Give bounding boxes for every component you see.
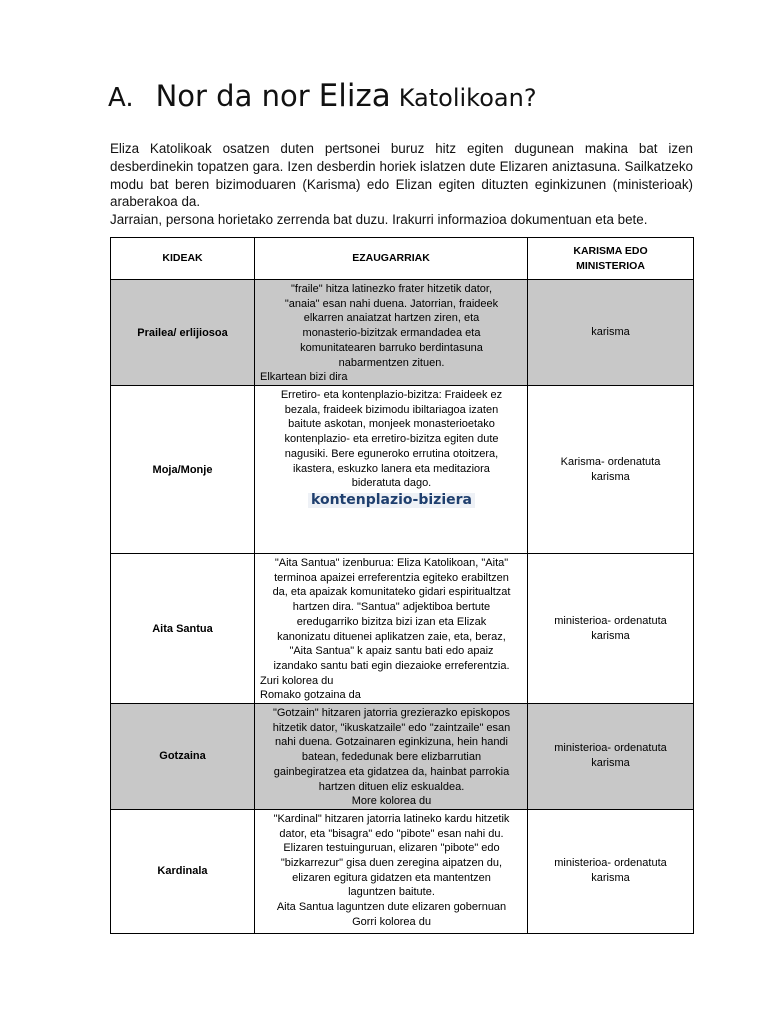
role-type: ministerioa- ordenatuta karisma (528, 809, 694, 933)
description-line: nabarmentzen zituen. (338, 356, 445, 369)
table-row (111, 280, 694, 386)
role-description (255, 386, 528, 554)
title-letter: A. (108, 83, 134, 113)
header-karisma: KARISMA EDO MINISTERIOA (528, 238, 694, 280)
description-line: Erretiro- eta kontenplazio-bizitza: Fraideek ez (280, 389, 503, 401)
description-line: hitzetik dator, "ikuskatzaile" edo "zaintzaile" esan (272, 721, 511, 734)
description-line: laguntzen baitute. (348, 886, 435, 899)
title-part-1: Nor da nor (155, 79, 310, 113)
description-line: "Aita Santua" izenburua: Eliza Katolikoan, "Aita" (274, 557, 509, 569)
role-description (255, 704, 528, 810)
description-line: kanonizatu dituenei aplikatzen zaie, eta, beraz, (277, 630, 506, 643)
description-line: dator, eta "bisagra" edo "pibote" esan nahi du. (279, 827, 504, 840)
role-type: karisma (528, 280, 694, 386)
intro-paragraph-2: Jarraian, persona horietako zerrenda bat duzu. Irakurri informazioa dokumentuan eta bete. (110, 212, 648, 228)
description-line: More kolorea du (351, 795, 432, 808)
table-row (111, 386, 694, 554)
title-part-2: Eliza (318, 78, 391, 114)
description-line: batean, fededunak bere elizbarrutian (301, 751, 482, 764)
description-line: "Kardinal" hitzaren jatorria latineko kardu hitzetik (273, 812, 510, 825)
description-line: Zuri kolorea du (260, 674, 334, 687)
table-row (111, 704, 694, 810)
description-line: "bizkarrezur" gisa duen zeregina aipatzen du, (280, 857, 503, 870)
header-ezaugarriak: EZAUGARRIAK (255, 238, 528, 280)
description-line: baitute askotan, monjeek monasterioetako (288, 418, 495, 431)
description-line: bideratuta dago. (351, 477, 432, 490)
intro-text (110, 140, 693, 229)
role-description (255, 809, 528, 933)
description-line: elkarren anaiatzat hartzen ziren, eta (303, 312, 480, 325)
description-line: "Gotzain" hitzaren jatorria grezierazko episkopos (272, 707, 511, 720)
description-line: hartzen dituen eliz eskualdea. (318, 780, 465, 793)
description-line: kontenplazio- eta erretiro-bizitza egiten dute (284, 433, 499, 446)
title-part-3: Katolikoan? (398, 84, 537, 112)
description-line: terminoa apaizei erreferentzia egiteko erabiltzen (274, 571, 509, 584)
role-type: Karisma- ordenatuta karisma (528, 386, 694, 554)
description-line: "anaia" esan nahi duena. Jatorrian, fraideek (284, 297, 499, 310)
table-header-row (111, 238, 694, 280)
description-line: elizaren egitura gidatzen eta mantentzen (292, 871, 491, 884)
roles-table (110, 237, 694, 934)
description-line: Romako gotzaina da (260, 689, 361, 702)
intro-paragraph-1: Eliza Katolikoak osatzen duten pertsonei buruz hitz egiten dugunean makina bat izen desberdinekin topatzen gara. Izen desberdin horiek islatzen dute Elizaren aniztasuna. Sailkatzeko modu bat beren bizimoduaren (Karisma) edo Elizan egiten dituzten eginkizunen (ministerioak) araberakoa da. (110, 141, 693, 210)
table-row (111, 809, 694, 933)
description-line: "Aita Santua" k apaiz santu bati edo apaiz (289, 645, 494, 658)
description-line: eredugarriko bizitza bizi izan eta Elizak (296, 615, 487, 628)
description-line: "fraile" hitza latinezko frater hitzetik dator, (290, 283, 492, 295)
description-line: izandako santu bati egin diezaioke erreferentzia. (273, 659, 510, 672)
role-name: Gotzaina (111, 704, 255, 810)
description-line: Gorri kolorea du (352, 915, 431, 928)
description-line: bezala, fraideek bizimodu ibiltariagoa izaten (284, 403, 499, 416)
description-line: ikastera, eskuzko lanera eta meditaziora (293, 462, 490, 475)
page-title (108, 78, 537, 128)
embedded-image-caption: kontenplazio-biziera (308, 493, 475, 508)
description-line: Elkartean bizi dira (260, 371, 348, 384)
description-line: nahi duena. Gotzainaren eginkizuna, hein handi (274, 736, 508, 749)
role-type: ministerioa- ordenatuta karisma (528, 704, 694, 810)
role-type: ministerioa- ordenatuta karisma (528, 554, 694, 704)
role-name: Aita Santua (111, 554, 255, 704)
description-line: hartzen dira. "Santua" adjektiboa bertute (292, 601, 491, 614)
description-line: nagusiki. Bere eguneroko errutina otoitzera, (284, 447, 499, 460)
description-line: komunitatearen barruko berdintasuna (300, 341, 483, 354)
description-line: Elizaren testuinguruan, elizaren "pibote" edo (283, 842, 500, 855)
description-line: gainbegiratzea eta gidatzea da, hainbat parrokia (273, 765, 510, 778)
description-line: Aita Santua laguntzen dute elizaren gobernuan (276, 901, 507, 914)
description-line: monasterio-bizitzak ermandadea eta (302, 327, 481, 340)
header-kideak: KIDEAK (111, 238, 255, 280)
description-line: da, eta apaizak komunitateko gidari espiritualtzat (272, 586, 511, 599)
role-description (255, 280, 528, 386)
role-name: Kardinala (111, 809, 255, 933)
role-description (255, 554, 528, 704)
role-name: Moja/Monje (111, 386, 255, 554)
table-row (111, 554, 694, 704)
role-name: Prailea/ erlijiosoa (111, 280, 255, 386)
